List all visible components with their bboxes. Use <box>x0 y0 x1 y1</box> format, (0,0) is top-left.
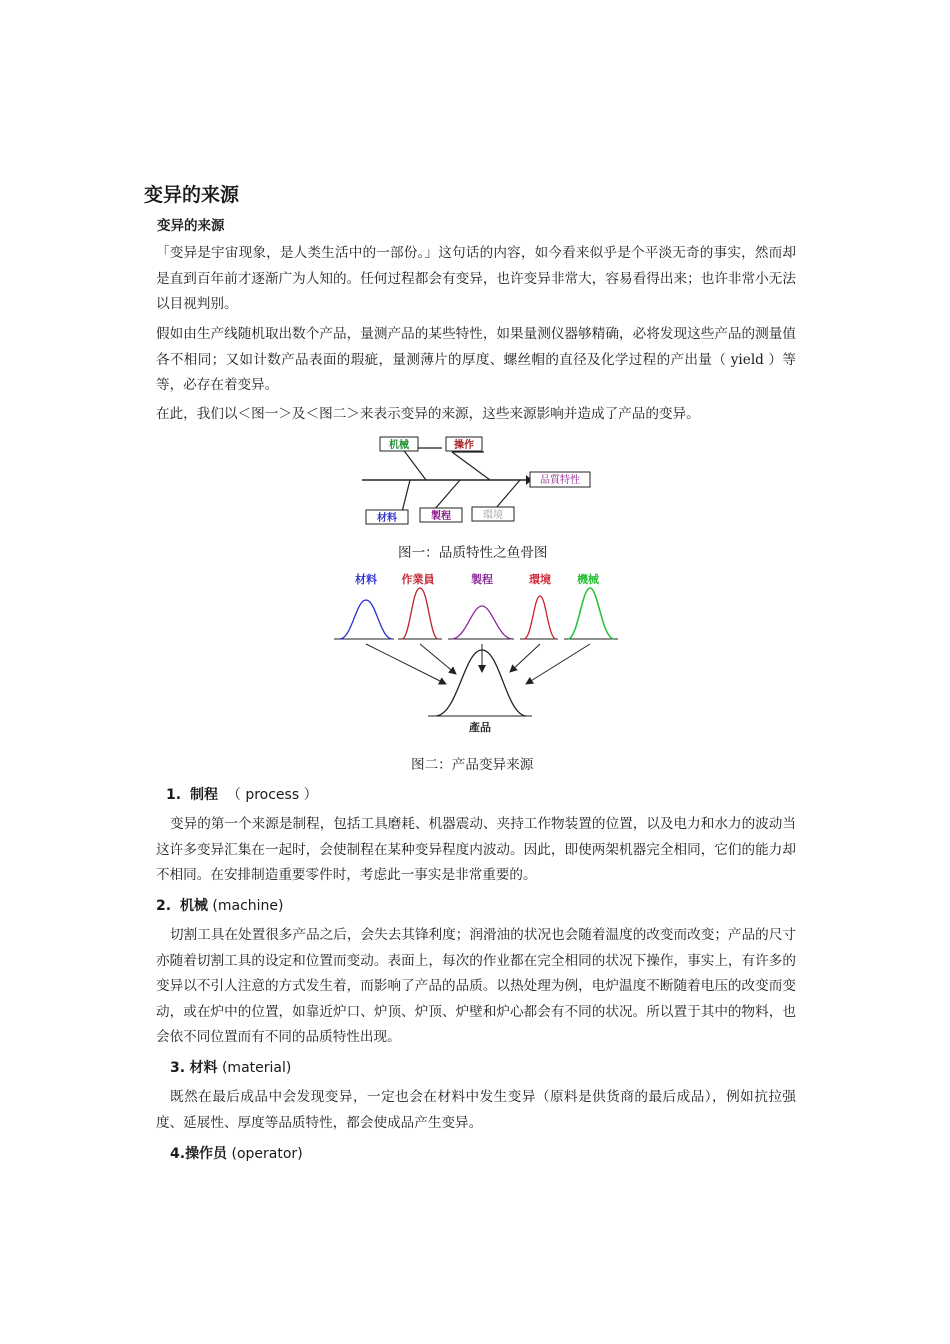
figure2-caption: 图二：产品变异来源 <box>411 757 534 773</box>
product-label: 產品 <box>469 721 491 734</box>
paragraph-figure-intro: 在此，我们以＜图一＞及＜图二＞来表示变异的来源，这些来源影响并造成了产品的变异。 <box>156 406 700 422</box>
section-body-process: 变异的第一个来源是制程，包括工具磨耗、机器震动、夹持工作物装置的位置，以及电力和水力的波动当这许多变异汇集在一起时，会使制程在某种变异程度内波动。因此，即使两架机器完全相同，它们的能力却不相同。在安排制造重要零件时，考虑此一事实是非常重要的。 <box>156 816 796 883</box>
section-heading-process <box>166 784 318 804</box>
section-english: (operator) <box>231 1146 303 1162</box>
fishbone-label-material: 材料 <box>377 513 397 524</box>
fishbone-label-machine: 机械 <box>389 440 409 451</box>
section-english: (machine) <box>212 898 284 914</box>
source-label-material: 材料 <box>355 573 377 586</box>
fishbone-diagram <box>356 432 596 528</box>
source-label-operator: 作業員 <box>401 573 435 586</box>
section-number: 3. <box>170 1060 186 1076</box>
section-body-material: 既然在最后成品中会发现变异，一定也会在材料中发生变异（原料是供货商的最后成品），例如抗拉强度、延展性、厚度等品质特性，都会使成品产生变异。 <box>156 1089 796 1131</box>
source-label-process: 製程 <box>471 573 493 586</box>
paragraph-intro: 「变异是宇宙现象，是人类生活中的一部份。」这句话的内容，如今看来似乎是个平淡无奇的事实，然而却是直到百年前才逐渐广为人知的。任何过程都会有变异，也许变异非常大，容易看得出来；也许非常小无法以目视判别。 <box>156 245 796 312</box>
section-english: （ process ） <box>226 787 318 803</box>
section-number: 2. <box>156 898 172 914</box>
section-subtitle: 变异的来源 <box>157 218 225 234</box>
page-title: 变异的来源 <box>144 184 240 206</box>
section-heading-machine <box>156 895 284 915</box>
figure1-caption: 图一：品质特性之鱼骨图 <box>398 545 548 561</box>
fishbone-label-operation: 操作 <box>454 440 474 451</box>
fishbone-label-process: 製程 <box>431 511 451 522</box>
section-body-machine: 切割工具在处置很多产品之后，会失去其锋利度；润滑油的状况也会随着温度的改变而改变；产品的尺寸亦随着切割工具的设定和位置而变动。表面上，每次的作业都在完全相同的状况下操作，事实上，有许多的变异以不引人注意的方式发生着，而影响了产品的品质。以热处理为例，电炉温度不断随着电压的改变而变动，或在炉中的位置，如靠近炉口、炉顶、炉顶、炉壁和炉心都会有不同的状况。所以置于其中的物料，也会依不同位置而有不同的品质特性出现。 <box>156 927 796 1045</box>
source-label-environment: 環境 <box>529 573 551 586</box>
section-name: 操作员 <box>185 1146 228 1162</box>
section-number: 4. <box>170 1146 186 1162</box>
fishbone-label-environment: 環境 <box>483 510 503 521</box>
section-name: 制程 <box>189 787 218 803</box>
section-heading-operator <box>170 1143 303 1163</box>
source-label-machine: 機械 <box>577 573 599 586</box>
section-number: 1. <box>166 787 182 803</box>
variation-sources-diagram <box>330 566 622 738</box>
paragraph-measurement: 假如由生产线随机取出数个产品，量测产品的某些特性，如果量测仪器够精确，必将发现这些产品的测量值各不相同；又如计数产品表面的瑕疵，量测薄片的厚度、螺丝帽的直径及化学过程的产出量（ yield ）等等，必存在着变异。 <box>156 326 796 393</box>
section-heading-material <box>170 1057 291 1077</box>
section-name: 材料 <box>189 1060 218 1076</box>
fishbone-label-effect: 品質特性 <box>540 475 580 486</box>
section-english: (material) <box>221 1060 292 1076</box>
section-name: 机械 <box>179 898 208 914</box>
